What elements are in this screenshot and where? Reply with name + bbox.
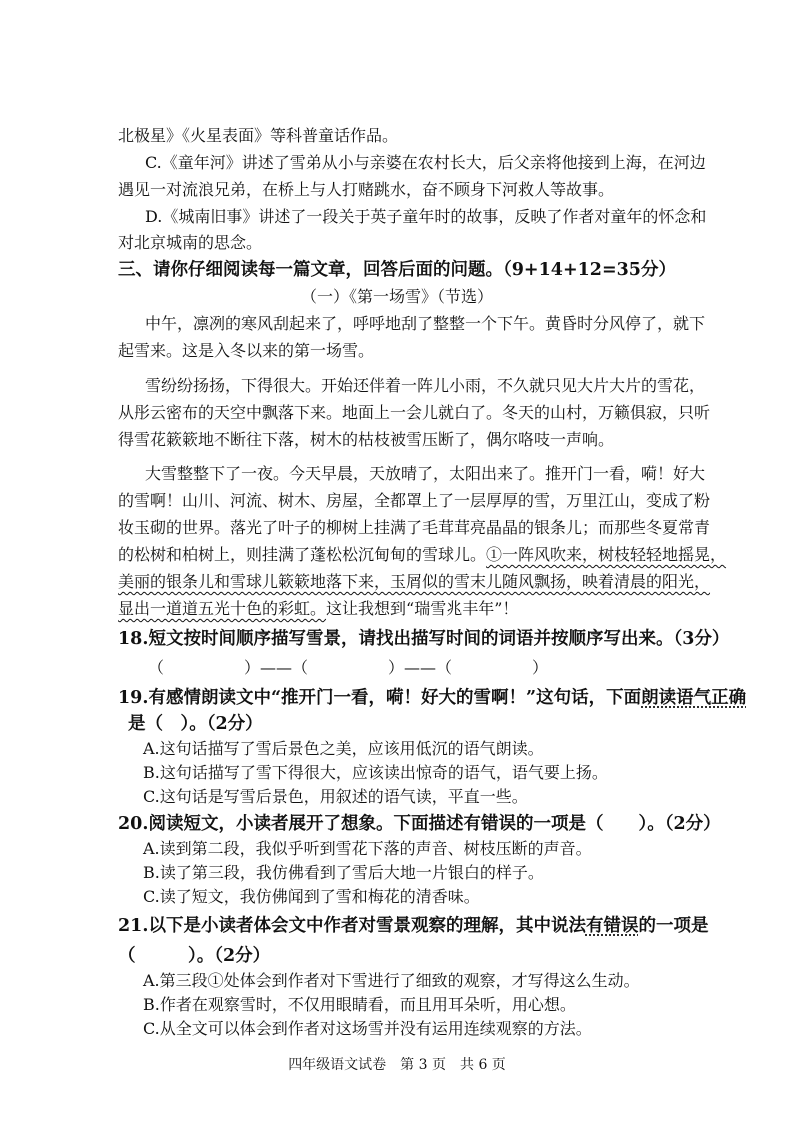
page-footer: 四年级语文试卷 第 3 页 共 6 页 <box>288 1057 506 1073</box>
passage-p3-line2: 的雪啊！山川、河流、树木、房屋，全都罩上了一层厚厚的雪，万里江山，变成了粉 <box>118 491 711 510</box>
question-19-stem-line2[interactable]: 是（ ）。（2分） <box>128 714 263 734</box>
wavy-underlined-sentence-middle: 美丽的银条儿和雪球儿簌簌地落下来，玉屑似的雪末儿随风飘扬，映着清晨的阳光， <box>118 572 711 591</box>
passage-p3-line4 <box>118 544 726 566</box>
option-c-line-1: C.《童年河》讲述了雪弟从小与亲婆在农村长大，后父亲将他接到上海，在河边 <box>145 153 706 172</box>
passage-p3-line4-text: 的松树和柏树上，则挂满了蓬松松沉甸甸的雪球儿。 <box>118 545 487 564</box>
question-19-option-c: C.这句话是写雪后景色，用叙述的语气读，平直一些。 <box>143 787 528 806</box>
passage-p2-line1: 雪纷纷扬扬，下得很大。开始还伴着一阵儿小雨，不久就只见大片大片的雪花， <box>145 376 706 395</box>
question-19-option-a: A.这句话描写了雪后景色之美，应该用低沉的语气朗读。 <box>143 739 544 758</box>
passage-p2-line3: 得雪花簌簌地不断往下落，树木的枯枝被雪压断了，偶尔咯吱一声响。 <box>118 430 615 449</box>
question-19-stem-text: 19.有感情朗读文中“推开门一看，嗬！好大的雪啊！”这句话，下面 <box>118 688 642 708</box>
passage-p1-line1: 中午，凛冽的寒风刮起来了，呼呼地刮了整整一个下午。黄昏时分风停了，就下 <box>145 314 706 333</box>
passage-title: （一）《第一场雪》（节选） <box>300 287 493 306</box>
passage-p2-line2: 从彤云密布的天空中飘落下来。地面上一会儿就白了。冬天的山村，万籁俱寂，只听 <box>118 403 711 422</box>
question-21-option-b: B.作者在观察雪时，不仅用眼睛看，而且用耳朵听，用心想。 <box>143 995 576 1014</box>
question-19-emphasis-dots: 朗读语气正确 <box>641 688 747 708</box>
wavy-underlined-sentence-start: ①一阵风吹来，树枝轻轻地摇晃， <box>486 545 727 564</box>
question-21-stem-text: 21.以下是小读者体会文中作者对雪景观察的理解，其中说法 <box>118 916 586 936</box>
section-heading: 三、请你仔细阅读每一篇文章，回答后面的问题。（9+14+12=35分） <box>118 260 676 280</box>
question-19-stem-line1 <box>118 687 746 709</box>
question-18-answer-blanks[interactable]: （ ）——（ ）——（ ） <box>148 658 549 677</box>
option-d-line-2: 对北京城南的思念。 <box>118 233 263 252</box>
passage-p3-line1: 大雪整整下了一夜。今天早晨，天放晴了，太阳出来了。推开门一看，嗬！好大 <box>145 464 706 483</box>
question-20-option-a: A.读到第二段，我似乎听到雪花下落的声音、树枝压断的声音。 <box>143 839 592 858</box>
question-19-option-b: B.这句话描写了雪下得很大，应该读出惊奇的语气，语气要上扬。 <box>143 763 608 782</box>
passage-p3-line6-text: 这让我想到“瑞雪兆丰年”！ <box>326 599 519 618</box>
passage-p1-line2: 起雪来。这是入冬以来的第一场雪。 <box>118 341 375 360</box>
question-21-emphasis-dots: 有错误 <box>585 916 639 936</box>
option-d-line-1: D.《城南旧事》讲述了一段关于英子童年时的故事，反映了作者对童年的怀念和 <box>145 207 707 226</box>
question-21-stem-text-end: 的一项是 <box>638 916 709 936</box>
question-21-option-a: A.第三段①处体会到作者对下雪进行了细致的观察，才写得这么生动。 <box>143 971 640 990</box>
question-18-stem: 18.短文按时间顺序描写雪景，请找出描写时间的词语并按顺序写出来。（3分） <box>118 629 730 649</box>
question-20-option-b: B.读了第三段，我仿佛看到了雪后大地一片银白的样子。 <box>143 863 544 882</box>
option-c-line-2: 遇见一对流浪兄弟，在桥上与人打赌跳水，奋不顾身下河救人等故事。 <box>118 180 615 199</box>
passage-p3-line6 <box>118 598 518 620</box>
question-20-option-c: C.读了短文，我仿佛闻到了雪和梅花的清香味。 <box>143 887 480 906</box>
wavy-underlined-sentence-end: 显出一道道五光十色的彩虹。 <box>118 599 327 618</box>
option-b-continuation: 北极星》《火星表面》等科普童话作品。 <box>118 126 399 145</box>
question-21-stem-line1 <box>118 915 708 937</box>
passage-p3-line3: 妆玉砌的世界。落光了叶子的柳树上挂满了毛茸茸亮晶晶的银条儿；而那些冬夏常青 <box>118 518 711 537</box>
question-21-option-c: C.从全文可以体会到作者对这场雪并没有运用连续观察的方法。 <box>143 1019 592 1038</box>
question-21-stem-line2[interactable]: （ ）。（2分） <box>118 946 271 966</box>
question-20-stem[interactable]: 20.阅读短文，小读者展开了想象。下面描述有错误的一项是（ ）。（2分） <box>118 814 721 834</box>
